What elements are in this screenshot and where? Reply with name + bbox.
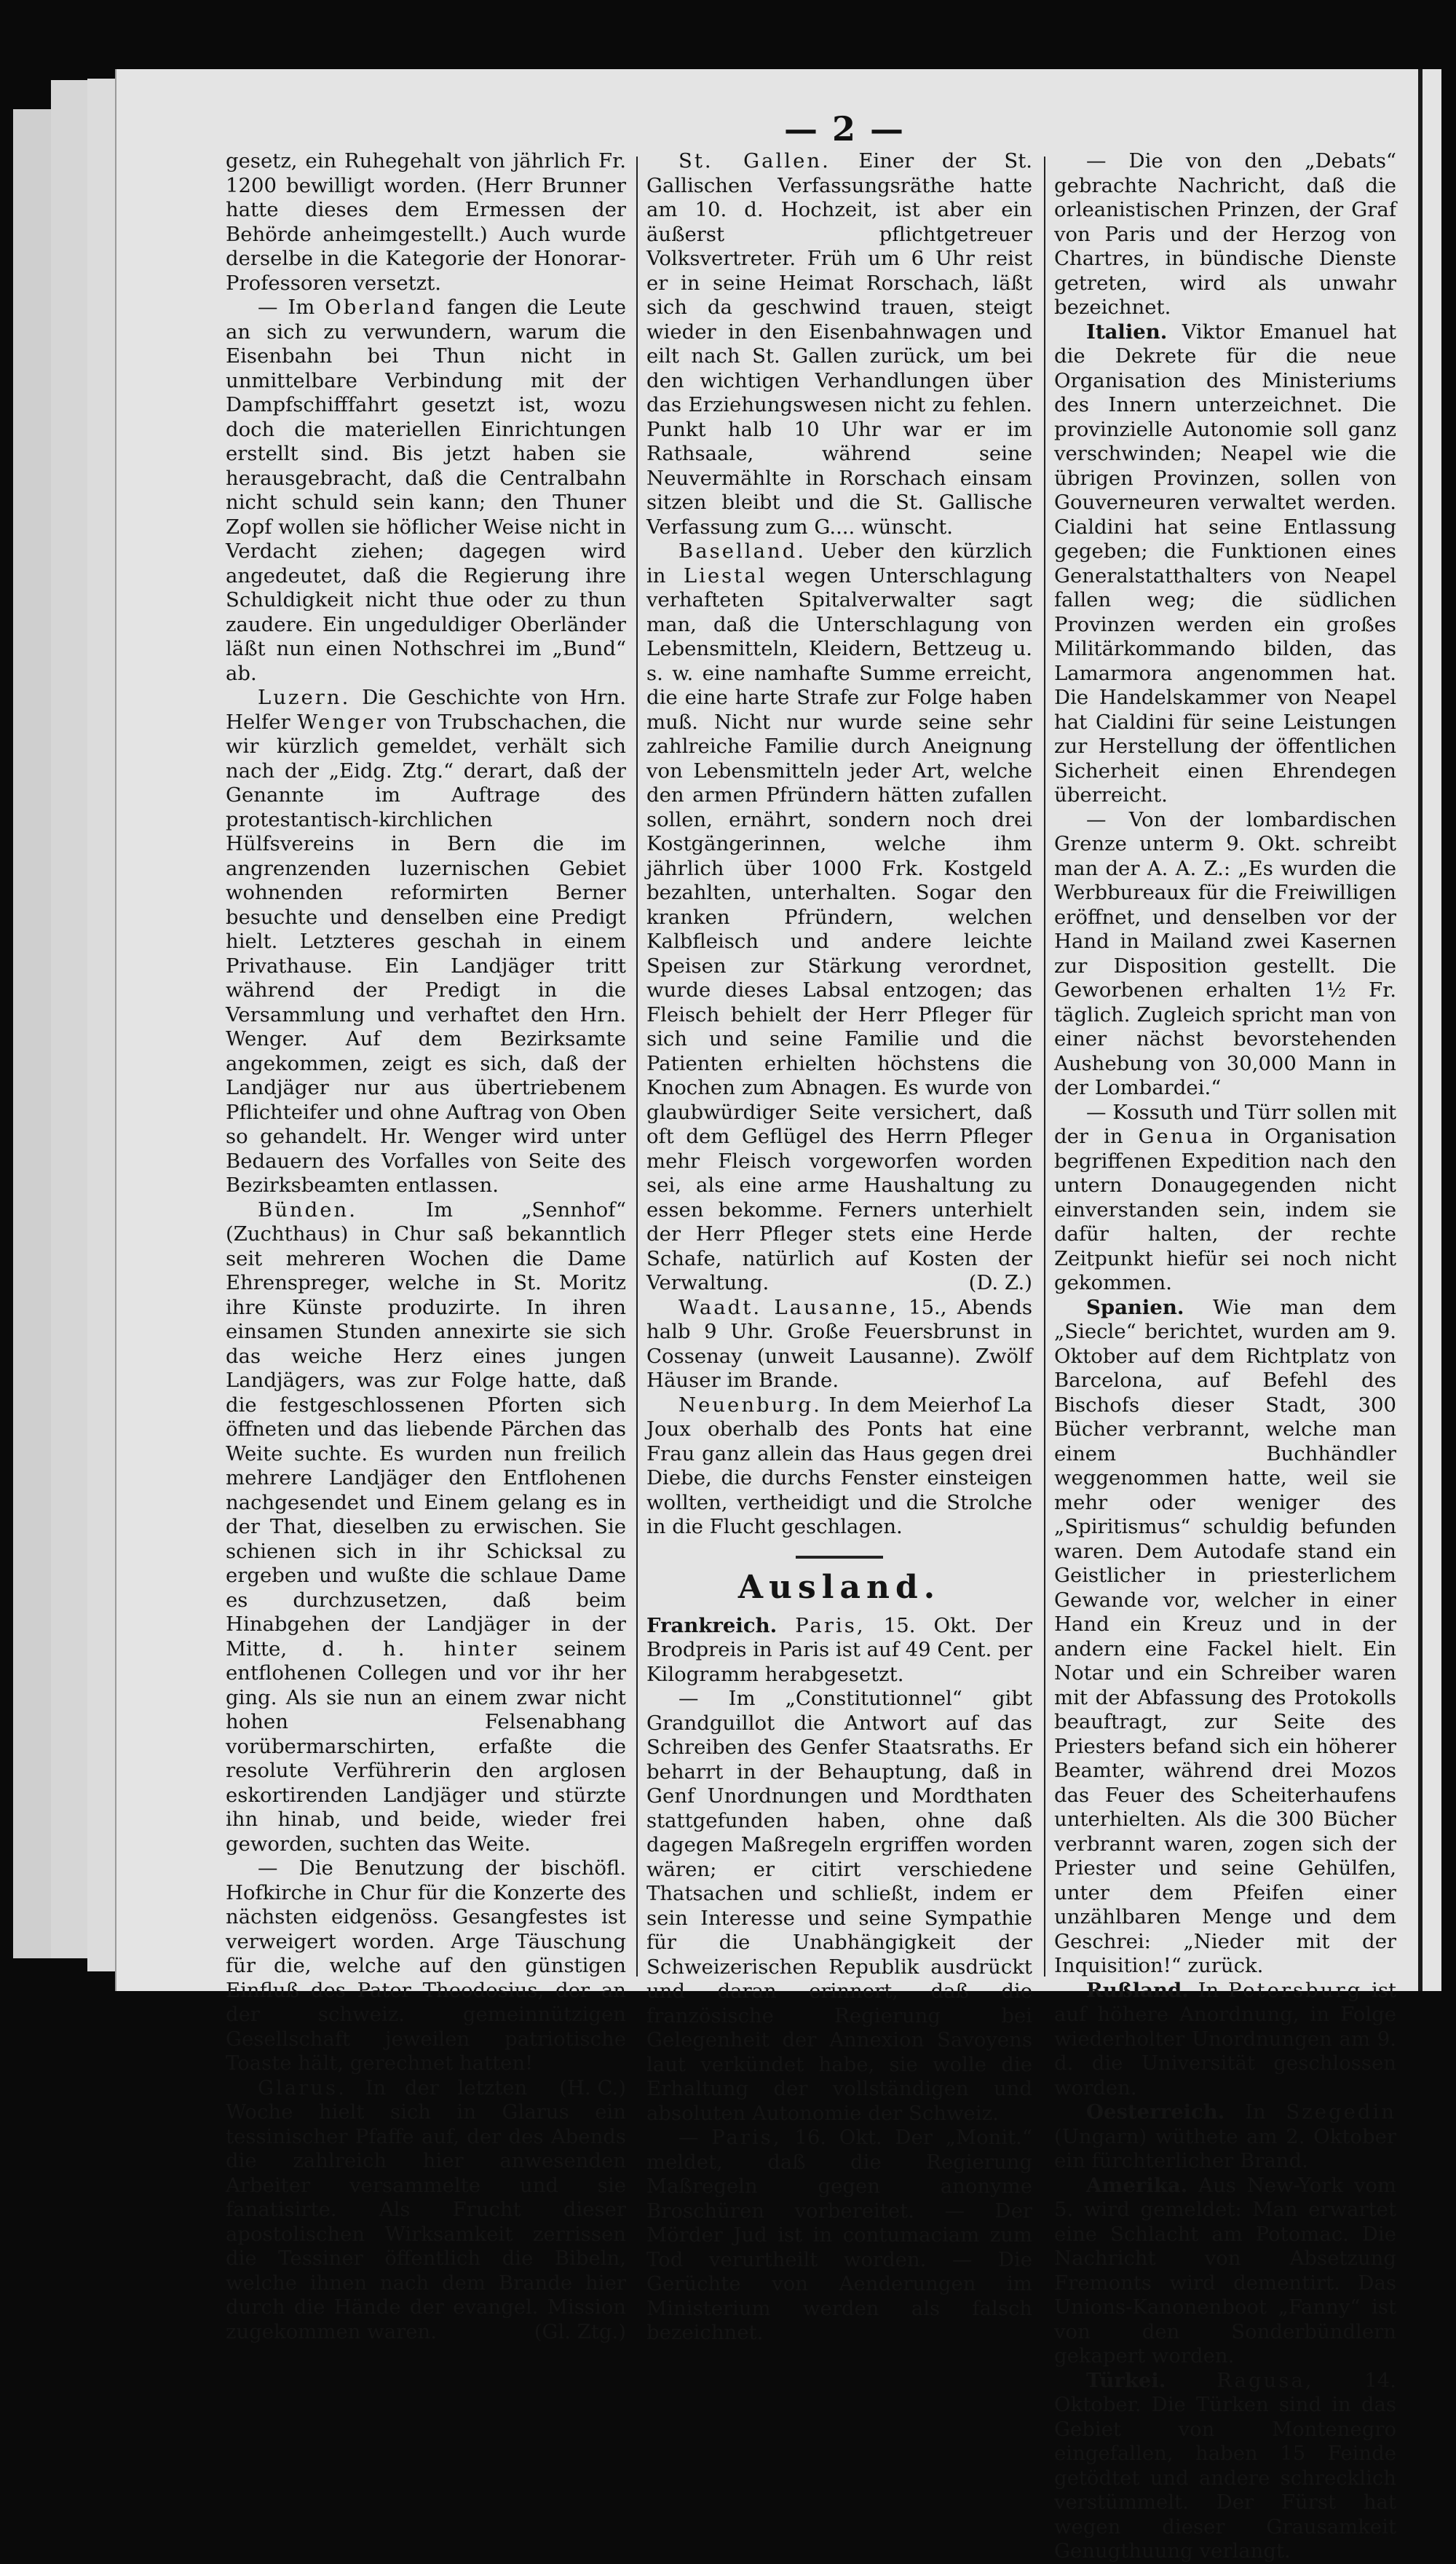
article-paragraph (646, 1687, 1032, 2126)
article-emphasis: Spanien. (1086, 1295, 1184, 1319)
article-text: — (678, 2126, 712, 2149)
article-text: — Im (258, 296, 325, 319)
article-text: — Die von den „Debats“ gebrachte Nachricht, daß die orleanistischen Prinzen, der Graf von Paris und der Herzog von Chartres, in bündische Dienste getreten, wird als unwahr bezeichnet. (1054, 149, 1396, 319)
article-emphasis: St. Gallen. (678, 149, 831, 173)
article-text: 16. Okt. Der „Monit.“ meldet, daß die Regierung Maßregeln gegen anonyme Broschüren vorbereitet. — Der Mörder Jud ist in contumaciam zum Tod verurtheilt worden. — Die Gerüchte von Aenderungen im Ministerium werden als falsch bezeichnet. (646, 2126, 1032, 2344)
article-text: — Kossuth und Türr sollen mit der in (1054, 1100, 1396, 1148)
article-text: Einer der St. Gallischen Verfassungsräthe hatte am 10. d. Hochzeit, ist aber ein äußerst pflichtgetreuer Volksvertreter. Früh um 6 Uhr reist er in seine Heimat Rorschach, läßt sich da geschwind trauen, steigt wieder in den Eisenbahnwagen und eilt nach St. Gallen zurück, um bei den wichtigen Verhandlungen über das Erziehungswesen nicht zu fehlen. Punkt halb 10 Uhr war er im Rathsaale, während seine Neuvermählte in Rorschach einsam sitzen bleibt und die St. Gallische Verfassung zum G.... wünscht. (646, 149, 1032, 539)
article-text: Im „Sennhof“ (Zuchthaus) in Chur saß bekanntlich seit mehreren Wochen die Dame Ehrenspreger, welche in St. Moritz ihre Künste produzirte. In ihren einsamen Stunden annexirte sie sich das weiche Herz eines jungen Landjägers, was zur Folge hatte, daß die festgeschlossenen Pforten sich öffneten und das liebende Pärchen das Weite suchte. Es wurden nun freilich mehrere Landjäger den Entflohenen nachgesendet und Einem gelang es in der That, dieselben zu erwischen. Sie schienen sich in ihr Schicksal zu ergeben und wußte die schlaue Dame es durchzusetzen, daß beim Hinabgehen der Landjäger in der Mitte, (226, 1198, 626, 1661)
article-text (1166, 2369, 1216, 2392)
article-paragraph (646, 1393, 1032, 1540)
article-paragraph (1054, 808, 1396, 1101)
article-paragraph (226, 149, 626, 296)
column-3 (1054, 149, 1396, 2564)
newspaper-page (116, 69, 1441, 2563)
article-text: ist auf höhere Anordnung, in Folge wiederholter Unordnungen am 9. d. die Universität geschlossen worden. (1054, 1978, 1396, 2100)
article-emphasis: Liestal (683, 563, 767, 587)
column-2 (646, 149, 1032, 2346)
article-paragraph (1054, 149, 1396, 320)
article-text: Wie man dem „Siecle“ berichtet, wurden am 9. Oktober auf dem Richtplatz von Barcelona, auf Befehl des Bischofs dieser Stadt, 300 Bücher verbrannt, welche man einem Buchhändler weggenommen hatte, weil sie mehr oder weniger des „Spiritismus“ schuldig befunden waren. Dem Autodafe stand ein Geistlicher in priesterlichem Gewande vor, welcher in einer Hand ein Kreuz und in der andern eine Fackel hielt. Ein Notar und ein Schreiber waren mit der Abfassung des Protokolls beauftragt, zur Seite des Priesters befand sich ein höherer Beamter, während drei Mozos das Feuer des Scheiterhaufens unterhielten. Als die 300 Bücher verbrannt waren, zogen sich der Priester und seine Gehülfen, unter dem Pfeifen einer unzählbaren Menge und dem Geschrei: „Nieder mit der Inquisition!“ zurück. (1054, 1295, 1396, 1977)
column-rule-2 (1044, 157, 1045, 1977)
article-emphasis: d. h. hinter (322, 1637, 519, 1661)
section-ornament (796, 1556, 883, 1559)
article-source: (H. C.) (559, 2076, 626, 2100)
article-emphasis: Oberland (325, 296, 438, 319)
article-text: In (1224, 2100, 1286, 2124)
article-emphasis: Baselland. (678, 539, 807, 563)
article-text: — Von der lombardischen Grenze unterm 9. Okt. schreibt man der A. A. Z.: „Es wurden die Werbbureaux für die Freiwilligen eröffnet, und denselben vor der Hand in Mailand zwei Kasernen zur Disposition gestellt. Die Geworbenen erhalten 1½ Fr. täglich. Zugleich spricht man von einer nächst bevorstehenden Aushebung von 30,000 Mann in der Lombardei.“ (1054, 807, 1396, 1099)
article-paragraph (1054, 2369, 1396, 2564)
article-paragraph (646, 1296, 1032, 1393)
article-text: seinem entflohenen Collegen und vor ihr her ging. Als sie nun an einem zwar nicht hohen Felsenabhang vorübermarschirten, erfaßte die resolute Verführerin den arglosen eskortirenden Landjäger und stürzte ihn hinab, und beide, wieder frei geworden, suchten das Weite. (226, 1637, 626, 1856)
article-text: (Ungarn) wüthete am 2. Oktober ein fürchterlicher Brand. (1054, 2124, 1396, 2172)
article-text: — Die Benutzung der bischöfl. Hofkirche in Chur für die Konzerte des nächsten eidgenöss. Gesangfestes ist verweigert worden. Arge Täuschung für die, welche auf den günstigen Einfluß des Pater Theodosius, der an der schweiz. gemeinnützigen Gesellschaft jeweilen patriotische Toaste hält, gerechnet hatten! (226, 1856, 626, 2075)
article-text: 14. Oktober. Die Türken sind in das Gebiet von Montenegro eingefallen, haben 15 Feinde getödtet und andere schrecklich verstümmelt. Der Fürst hat wegen dieser Grausamkeit Genugthuung verlangt. (1054, 2368, 1396, 2563)
article-emphasis: Petersburg (1228, 1978, 1363, 2002)
article-emphasis: Frankreich. (646, 1613, 778, 1637)
article-emphasis: Rußland. (1086, 1978, 1189, 2002)
article-text: Die Geschichte von Hrn. Helfer (226, 686, 626, 734)
article-text: wegen Unterschlagung verhafteten Spitalverwalter sagt man, daß die Unterschlagung von Lebensmitteln, Kleidern, Bettzeug u. s. w. eine namhafte Summe erreicht, die eine harte Strafe zur Folge haben muß. Nicht nur wurde seine sehr zahlreiche Familie durch Aneignung von Lebensmitteln jeder Art, welche den armen Pfründern hätten zufallen sollen, ernährt, sondern noch drei Kostgängerinnen, welche ihm jährlich über 1000 Frk. Kostgeld bezahlten, unterhalten. Sogar den kranken Pfründern, welchen Kalbfleisch und andere leichte Speisen zur Stärkung verordnet, wurde dieses Labsal entzogen; das Fleisch behielt der Herr Pfleger für sich und seine Familie und die Patienten erhielten höchstens die Knochen zum Abnagen. Es wurde von glaubwürdiger Seite versichert, daß oft dem Geflügel des Herrn Pfleger mehr Fleisch vorgeworfen worden sei, als eine arme Haushaltung zu essen bekomme. Ferners unterhielt der Herr Pfleger stets eine Herde Schafe, natürlich auf Kosten der Verwaltung. (646, 563, 1032, 1294)
article-emphasis: Wenger (297, 710, 389, 734)
article-emphasis: Szegedin (1286, 2100, 1396, 2124)
article-text: in Organisation begriffenen Expedition nach den untern Donaugegenden nicht einverstanden sein, indem sie dafür halten, der rechte Zeitpunkt hiefür sei noch nicht gekommen. (1054, 1125, 1397, 1294)
article-paragraph (226, 1198, 626, 1857)
article-text: gesetz, ein Ruhegehalt von jährlich Fr. 1200 bewilligt worden. (Herr Brunner hatte dieses dem Ermessen der Behörde anheimgestellt.) Auch wurde derselbe in die Kategorie der Honorar-Professoren versetzt. (226, 149, 626, 295)
page-number: — 2 — (783, 109, 906, 149)
article-emphasis: Neuenburg. (678, 1393, 822, 1417)
page-right-border (1418, 69, 1423, 1991)
article-text: In der letzten Woche hielt sich in Glarus ein tessinischer Pfaffe auf, der des Abends die zahlreich hier anwesenden Arbeiter versammelte und sie fanatisirte. Als Frucht dieser apostolischen Wirksamkeit zerrissen die Tessiner öffentlich die Bibeln, welche ihnen nach dem Brande hier durch die Hände der evangel. Mission zugekommen waren. (226, 2076, 626, 2343)
article-text: fangen die Leute an sich zu verwundern, warum die Eisenbahn bei Thun nicht in unmittelbare Verbindung mit der Dampfschifffahrt gesetzt ist, wozu doch die materiellen Einrichtungen erstellt sind. Bis jetzt haben sie herausgebracht, daß die Centralbahn nicht schuld sein kann; den Thuner Zopf wollen sie höflicher Weise nicht in Verdacht ziehen; dagegen wird angedeutet, daß die Regierung ihre Schuldigkeit nicht thue oder zu thun zaudere. Ein ungeduldiger Oberländer läßt nun einen Nothschrei im „Bund“ ab. (226, 296, 626, 685)
article-paragraph (646, 149, 1032, 539)
article-emphasis: Paris, (795, 1613, 866, 1637)
article-text: — Im „Constitutionnel“ gibt Grandguillot die Antwort auf das Schreiben des Genfer Staatsraths. Er beharrt in der Behauptung, daß in Genf Unordnungen und Mordthaten stattgefunden haben, ohne daß dagegen Maßregeln ergriffen worden wären; er citirt verschiedene Thatsachen und schließt, indem er sein Interesse und seine Sympathie für die Unabhängigkeit der Schweizerischen Republik ausdrückt und daran erinnert, daß die französische Regierung bei Gelegenheit der Annexion Savoyens laut verkündet habe, sie wolle die Erhaltung der vollständigen und absoluten Autonomie der Schweiz. (646, 1687, 1032, 2125)
article-paragraph (1054, 1296, 1396, 1979)
article-emphasis: Amerika. (1086, 2173, 1188, 2197)
article-source: (Gl. Ztg.) (534, 2319, 626, 2343)
article-paragraph (646, 539, 1032, 1296)
article-emphasis: Paris, (711, 2126, 782, 2149)
article-text: In dem Meierhof La Joux oberhalb des Ponts hat eine Frau ganz allein das Haus gegen drei Diebe, die durchs Fenster einsteigen wollten, vertheidigt und die Strolche in die Flucht geschlagen. (646, 1393, 1032, 1538)
article-paragraph (1054, 1979, 1396, 2101)
article-text: Viktor Emanuel hat die Dekrete für die neue Organisation des Ministeriums des Innern unterzeichnet. Die provinzielle Autonomie soll ganz verschwinden; Neapel wie die übrigen Provinzen, sollen von Gouverneuren verwaltet werden. Cialdini hat seine Entlassung gegeben; die Funktionen eines Generalstatthalters von Neapel fallen weg; die südlichen Provinzen werden ein großes Militärkommando bilden, das Lamarmora angenommen hat. Die Handelskammer von Neapel hat Cialdini für seine Leistungen zur Herstellung der öffentlichen Sicherheit einen Ehrendegen überreicht. (1054, 320, 1396, 807)
section-heading: Ausland. (737, 1568, 941, 1606)
article-emphasis: Genua (1138, 1125, 1215, 1148)
article-emphasis: Luzern. (258, 686, 351, 709)
article-paragraph (646, 2126, 1032, 2346)
article-paragraph (646, 1614, 1032, 1687)
article-text: Aus New-York vom 5. wird gemeldet: Man erwartet eine Schlacht am Potomac. Die Nachricht von Absetzung Fremonts wird dementirt. Das Unions-Kanonenboot „Fanny“ ist von den Sonderbündlern gekapert worden. (1054, 2173, 1396, 2367)
article-emphasis: Waadt. Lausanne, (678, 1295, 898, 1319)
article-source: (D. Z.) (968, 1271, 1032, 1294)
article-text: von Trubschachen, die wir kürzlich gemeldet, verhält sich nach der „Eidg. Ztg.“ derart, daß der Genannte im Auftrage des protestantisch-kirchlichen Hülfsvereins in Bern die im angrenzenden luzernischen Gebiet wohnenden reformirten Berner besuchte und denselben eine Predigt hielt. Letzteres geschah in einem Privathause. Ein Landjäger tritt während der Predigt in die Versammlung und verhaftet den Hrn. Wenger. Auf dem Bezirksamte angekommen, zeigt es sich, daß der Landjäger nur aus übertriebenem Pflichteifer und ohne Auftrag von Oben so gehandelt. Hr. Wenger wird unter Bedauern des Vorfalles von Seite des Bezirksbeamten entlassen. (226, 710, 626, 1197)
article-paragraph (1054, 2100, 1396, 2174)
article-emphasis: Bünden. (258, 1198, 357, 1222)
article-paragraph (226, 296, 626, 686)
article-text: 15. Okt. Der Brodpreis in Paris ist auf 49 Cent. per Kilogramm herabgesetzt. (646, 1613, 1032, 1686)
column-rule-1 (636, 157, 638, 1977)
article-paragraph (226, 2076, 626, 2345)
article-paragraph (1054, 1101, 1396, 1296)
article-paragraph (1054, 320, 1396, 808)
article-emphasis: Ragusa, (1216, 2368, 1314, 2392)
article-text: Ueber den kürzlich in (646, 539, 1032, 587)
article-paragraph (226, 686, 626, 1198)
article-emphasis: Italien. (1086, 320, 1168, 344)
article-emphasis: Oesterreich. (1086, 2100, 1225, 2124)
article-emphasis: Glarus. (258, 2076, 347, 2100)
article-paragraph (1054, 2174, 1396, 2369)
article-text (777, 1614, 795, 1637)
article-text: 15., Abends halb 9 Uhr. Große Feuersbrunst in Cossenay (unweit Lausanne). Zwölf Häuser im Brande. (646, 1295, 1032, 1392)
article-emphasis: Türkei. (1086, 2368, 1166, 2392)
column-1 (226, 149, 626, 2344)
article-text: In (1188, 1978, 1229, 2002)
